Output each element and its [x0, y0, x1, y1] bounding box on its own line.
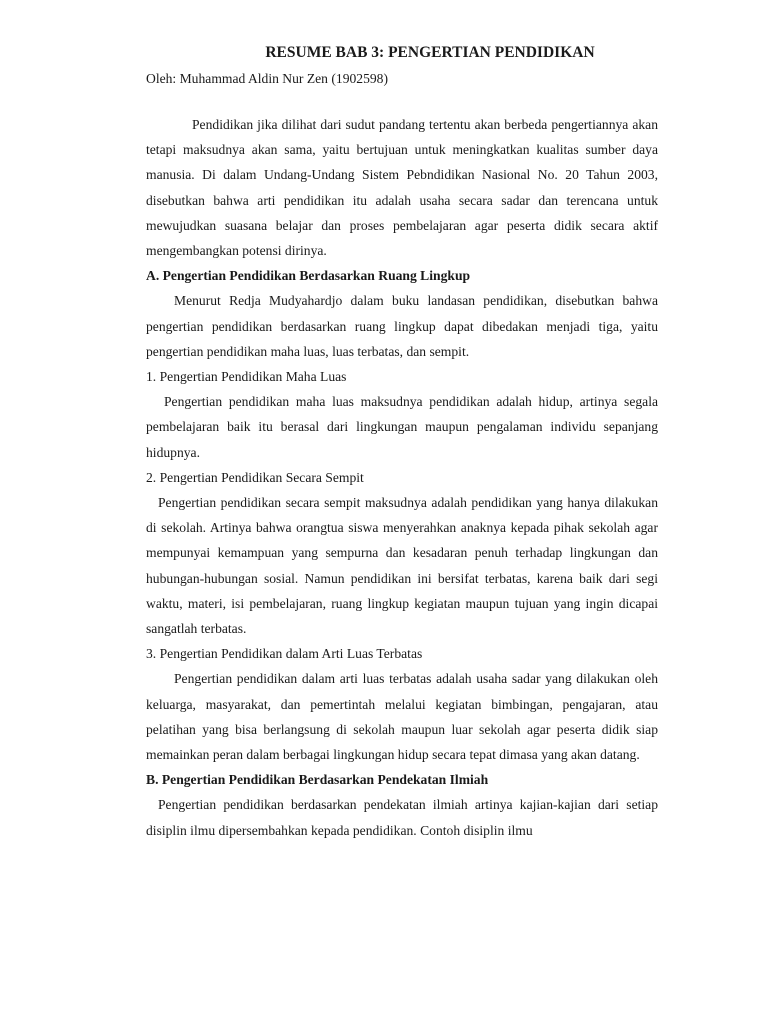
section-a-heading: A. Pengertian Pendidikan Berdasarkan Ruang Lingkup [146, 268, 471, 284]
subsection-2-paragraph: Pengertian pendidikan secara sempit maksudnya adalah pendidikan yang hanya dilakukan di sekolah. Artinya bahwa orangtua siswa menyerahkan anaknya kepada pihak sekolah agar mempunyai kemampuan yang sempurna dan kesadaran penuh terhadap lingkungan dan hubungan-hubungan sosial. Namun pendidikan ini bersifat terbatas, karena baik dari segi waktu, materi, isi pembelajaran, ruang lingkup kegiatan maupun tujuan yang ingin dicapai sangatlah terbatas. [146, 495, 658, 637]
subsection-2-heading: 2. Pengertian Pendidikan Secara Sempit [146, 469, 364, 485]
document-title: RESUME BAB 3: PENGERTIAN PENDIDIKAN [265, 44, 595, 61]
document-author: Oleh: Muhammad Aldin Nur Zen (1902598) [146, 71, 389, 86]
document-page [146, 40, 658, 843]
section-a-paragraph: Menurut Redja Mudyahardjo dalam buku landasan pendidikan, disebutkan bahwa pengertian pendidikan berdasarkan ruang lingkup dapat dibedakan menjadi tiga, yaitu pengertian pendidikan maha luas, luas terbatas, dan sempit. [146, 293, 658, 359]
subsection-3-heading: 3. Pengertian Pendidikan dalam Arti Luas Terbatas [146, 646, 423, 662]
section-b-paragraph: Pengertian pendidikan berdasarkan pendekatan ilmiah artinya kajian-kajian dari setiap disiplin ilmu dipersembahkan kepada pendidikan. Contoh disiplin ilmu [146, 797, 658, 838]
subsection-1-heading: 1. Pengertian Pendidikan Maha Luas [146, 369, 347, 385]
intro-paragraph: Pendidikan jika dilihat dari sudut pandang tertentu akan berbeda pengertiannya akan tetapi maksudnya akan sama, yaitu bertujuan untuk meningkatkan kualitas sumber daya manusia. Di dalam Undang-Undang Sistem Pebndidikan Nasional No. 20 Tahun 2003, disebutkan bahwa arti pendidikan itu adalah usaha secara sadar dan terencana untuk mewujudkan suasana belajar dan proses pembelajaran agar peserta didik secara aktif mengembangkan potensi dirinya. [146, 117, 658, 259]
section-b-heading: B. Pengertian Pendidikan Berdasarkan Pendekatan Ilmiah [146, 772, 489, 788]
subsection-3-paragraph: Pengertian pendidikan dalam arti luas terbatas adalah usaha sadar yang dilakukan oleh keluarga, masyarakat, dan pemertintah melalui kegiatan bimbingan, pengajaran, atau pelatihan yang bisa berlangsung di sekolah maupun luar sekolah agar peserta didik siap memainkan peran dalam berbagai lingkungan hidup secara tepat dimasa yang akan datang. [146, 671, 658, 763]
subsection-1-paragraph: Pengertian pendidikan maha luas maksudnya pendidikan adalah hidup, artinya segala pembelajaran baik itu berasal dari lingkungan maupun pengalaman individu sepanjang hidupnya. [146, 394, 658, 460]
